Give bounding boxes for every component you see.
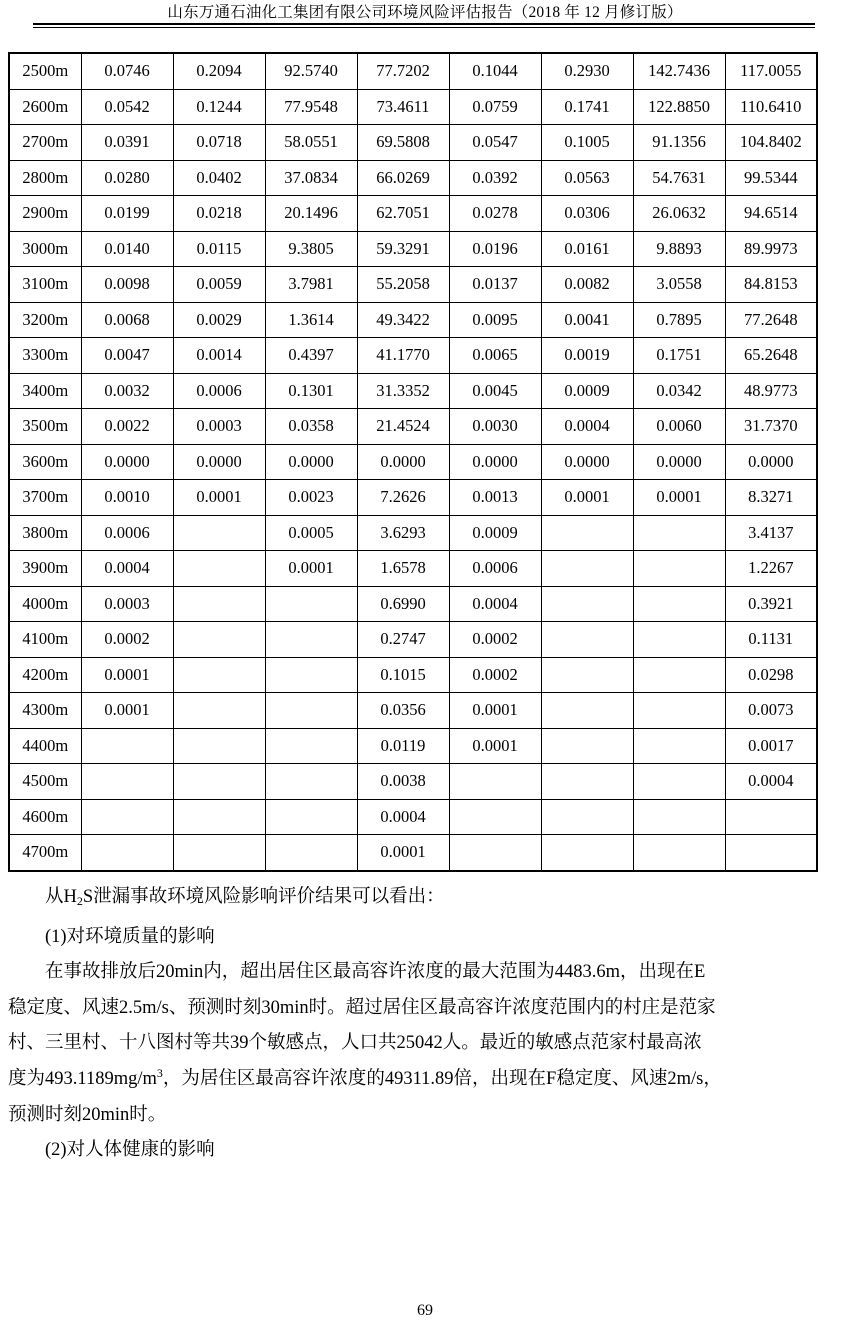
value-cell [265, 799, 357, 835]
value-cell: 117.0055 [725, 53, 817, 89]
value-cell: 0.0746 [81, 53, 173, 89]
value-cell: 0.0004 [81, 551, 173, 587]
value-cell: 0.0391 [81, 125, 173, 161]
value-cell: 0.0006 [81, 515, 173, 551]
value-cell: 0.0019 [541, 338, 633, 374]
value-cell [265, 622, 357, 658]
value-cell [541, 764, 633, 800]
value-cell [633, 835, 725, 871]
value-cell: 73.4611 [357, 89, 449, 125]
value-cell: 0.2094 [173, 53, 265, 89]
value-cell: 110.6410 [725, 89, 817, 125]
value-cell: 0.0001 [541, 480, 633, 516]
value-cell: 0.0014 [173, 338, 265, 374]
value-cell: 0.0041 [541, 302, 633, 338]
value-cell: 0.1244 [173, 89, 265, 125]
value-cell: 58.0551 [265, 125, 357, 161]
value-cell: 0.0004 [357, 799, 449, 835]
value-cell: 0.0000 [725, 444, 817, 480]
intro-subscript: 2 [76, 894, 83, 908]
table-row [9, 799, 817, 835]
value-cell: 0.0000 [449, 444, 541, 480]
value-cell: 0.0402 [173, 160, 265, 196]
distance-cell: 3800m [9, 515, 81, 551]
value-cell: 0.0001 [265, 551, 357, 587]
value-cell: 0.0392 [449, 160, 541, 196]
value-cell: 0.0002 [449, 657, 541, 693]
value-cell [173, 799, 265, 835]
value-cell: 142.7436 [633, 53, 725, 89]
value-cell: 0.2747 [357, 622, 449, 658]
value-cell: 0.0017 [725, 728, 817, 764]
table-body [9, 53, 817, 871]
value-cell: 0.0003 [173, 409, 265, 445]
value-cell [81, 764, 173, 800]
distance-cell: 3700m [9, 480, 81, 516]
value-cell: 0.3921 [725, 586, 817, 622]
distance-cell: 4200m [9, 657, 81, 693]
table-row [9, 622, 817, 658]
value-cell [725, 835, 817, 871]
header-title: 山东万通石油化工集团有限公司环境风险评估报告（2018 年 12 月修订版） [167, 4, 683, 21]
value-cell: 0.0006 [173, 373, 265, 409]
value-cell: 0.0022 [81, 409, 173, 445]
value-cell: 0.0082 [541, 267, 633, 303]
page-header [0, 4, 850, 22]
distance-cell: 4700m [9, 835, 81, 871]
value-cell [633, 622, 725, 658]
value-cell: 1.2267 [725, 551, 817, 587]
header-rule-thin [33, 27, 815, 28]
impact-line-1: 在事故排放后20min内，超出居住区最高容许浓度的最大范围为4483.6m，出现在E [45, 962, 706, 983]
concentration-table [8, 52, 818, 872]
value-cell: 0.0140 [81, 231, 173, 267]
value-cell: 0.0004 [541, 409, 633, 445]
value-cell [265, 657, 357, 693]
distance-cell: 3400m [9, 373, 81, 409]
value-cell: 0.0004 [449, 586, 541, 622]
value-cell: 31.7370 [725, 409, 817, 445]
value-cell: 65.2648 [725, 338, 817, 374]
value-cell: 0.0563 [541, 160, 633, 196]
value-cell: 0.0005 [265, 515, 357, 551]
value-cell: 0.1741 [541, 89, 633, 125]
value-cell [173, 515, 265, 551]
impact-line-4 [8, 1062, 816, 1098]
value-cell [541, 586, 633, 622]
value-cell: 77.2648 [725, 302, 817, 338]
page-number: 69 [417, 1302, 433, 1319]
value-cell: 122.8850 [633, 89, 725, 125]
table-row [9, 338, 817, 374]
value-cell [541, 693, 633, 729]
value-cell: 92.5740 [265, 53, 357, 89]
value-cell: 0.0547 [449, 125, 541, 161]
heading-human-health: (2)对人体健康的影响 [45, 1140, 215, 1161]
distance-cell: 3300m [9, 338, 81, 374]
value-cell: 54.7631 [633, 160, 725, 196]
value-cell: 0.2930 [541, 53, 633, 89]
value-cell: 0.0001 [81, 693, 173, 729]
value-cell [173, 835, 265, 871]
value-cell: 77.9548 [265, 89, 357, 125]
value-cell [173, 586, 265, 622]
value-cell: 0.0278 [449, 196, 541, 232]
value-cell: 0.0059 [173, 267, 265, 303]
value-cell [81, 799, 173, 835]
value-cell [173, 764, 265, 800]
value-cell: 0.0065 [449, 338, 541, 374]
table-row [9, 764, 817, 800]
value-cell [81, 835, 173, 871]
value-cell: 41.1770 [357, 338, 449, 374]
value-cell: 84.8153 [725, 267, 817, 303]
table-row [9, 302, 817, 338]
value-cell [173, 657, 265, 693]
table-row [9, 89, 817, 125]
value-cell: 0.0068 [81, 302, 173, 338]
value-cell [173, 622, 265, 658]
table-row [9, 657, 817, 693]
heading-environment-quality: (1)对环境质量的影响 [45, 926, 215, 947]
value-cell [633, 764, 725, 800]
value-cell: 0.0030 [449, 409, 541, 445]
table-row [9, 53, 817, 89]
value-cell: 48.9773 [725, 373, 817, 409]
intro-text-b: S泄漏事故环境风险影响评价结果可以看出： [82, 887, 445, 907]
value-cell: 0.0218 [173, 196, 265, 232]
value-cell: 0.0045 [449, 373, 541, 409]
table-row [9, 444, 817, 480]
intro-paragraph [8, 880, 816, 920]
value-cell: 1.3614 [265, 302, 357, 338]
value-cell [633, 515, 725, 551]
value-cell: 0.0280 [81, 160, 173, 196]
value-cell: 77.7202 [357, 53, 449, 89]
table-row [9, 373, 817, 409]
value-cell: 0.0001 [81, 657, 173, 693]
distance-cell: 3100m [9, 267, 81, 303]
value-cell: 0.0137 [449, 267, 541, 303]
value-cell [541, 728, 633, 764]
table-row [9, 231, 817, 267]
value-cell: 0.1131 [725, 622, 817, 658]
value-cell: 0.0095 [449, 302, 541, 338]
value-cell [633, 586, 725, 622]
value-cell: 69.5808 [357, 125, 449, 161]
table-row [9, 515, 817, 551]
value-cell [541, 835, 633, 871]
impact-line-2: 稳定度、风速2.5m/s、预测时刻30min时。超过居住区最高容许浓度范围内的村庄是范家 [8, 997, 716, 1018]
value-cell [265, 764, 357, 800]
table-row [9, 693, 817, 729]
value-cell: 0.7895 [633, 302, 725, 338]
value-cell: 21.4524 [357, 409, 449, 445]
impact-line-4-sup: 3 [156, 1065, 163, 1080]
value-cell: 3.0558 [633, 267, 725, 303]
distance-cell: 3600m [9, 444, 81, 480]
value-cell: 9.3805 [265, 231, 357, 267]
value-cell: 91.1356 [633, 125, 725, 161]
distance-cell: 3000m [9, 231, 81, 267]
value-cell [633, 657, 725, 693]
value-cell [173, 728, 265, 764]
impact-line-3: 村、三里村、十八图村等共39个敏感点，人口共25042人。最近的敏感点范家村最高浓 [8, 1033, 702, 1054]
value-cell: 0.0006 [449, 551, 541, 587]
value-cell: 66.0269 [357, 160, 449, 196]
value-cell: 0.0306 [541, 196, 633, 232]
value-cell [633, 551, 725, 587]
value-cell: 99.5344 [725, 160, 817, 196]
value-cell [449, 764, 541, 800]
value-cell: 1.6578 [357, 551, 449, 587]
value-cell: 0.0009 [449, 515, 541, 551]
value-cell: 49.3422 [357, 302, 449, 338]
value-cell: 0.0298 [725, 657, 817, 693]
table-row [9, 125, 817, 161]
value-cell: 0.0001 [449, 693, 541, 729]
table-row [9, 196, 817, 232]
value-cell: 0.0119 [357, 728, 449, 764]
value-cell [633, 799, 725, 835]
value-cell: 59.3291 [357, 231, 449, 267]
value-cell: 0.0098 [81, 267, 173, 303]
value-cell: 0.0001 [173, 480, 265, 516]
distance-cell: 2600m [9, 89, 81, 125]
value-cell [541, 551, 633, 587]
value-cell: 0.0001 [633, 480, 725, 516]
value-cell: 89.9973 [725, 231, 817, 267]
distance-cell: 4600m [9, 799, 81, 835]
value-cell [265, 693, 357, 729]
table-row [9, 160, 817, 196]
distance-cell: 2500m [9, 53, 81, 89]
distance-cell: 2800m [9, 160, 81, 196]
header-rule-thick [33, 23, 815, 25]
value-cell: 0.0000 [541, 444, 633, 480]
value-cell: 0.1301 [265, 373, 357, 409]
body-text [8, 880, 816, 1169]
distance-cell: 4100m [9, 622, 81, 658]
impact-line-4-a: 度为493.1189mg/m [8, 1068, 157, 1089]
distance-cell: 2900m [9, 196, 81, 232]
value-cell: 0.0000 [81, 444, 173, 480]
value-cell: 0.0010 [81, 480, 173, 516]
value-cell: 7.2626 [357, 480, 449, 516]
value-cell: 0.0000 [357, 444, 449, 480]
value-cell: 0.0115 [173, 231, 265, 267]
value-cell [541, 622, 633, 658]
value-cell: 0.0047 [81, 338, 173, 374]
value-cell: 0.0000 [173, 444, 265, 480]
value-cell: 0.0073 [725, 693, 817, 729]
value-cell [541, 799, 633, 835]
distance-cell: 3500m [9, 409, 81, 445]
distance-cell: 2700m [9, 125, 81, 161]
value-cell: 0.0718 [173, 125, 265, 161]
value-cell [265, 586, 357, 622]
value-cell [265, 835, 357, 871]
value-cell: 20.1496 [265, 196, 357, 232]
value-cell [725, 799, 817, 835]
value-cell: 8.3271 [725, 480, 817, 516]
value-cell [541, 657, 633, 693]
value-cell: 0.0000 [633, 444, 725, 480]
value-cell [265, 728, 357, 764]
value-cell [633, 728, 725, 764]
table-row [9, 409, 817, 445]
table-row [9, 551, 817, 587]
value-cell: 31.3352 [357, 373, 449, 409]
value-cell: 0.0038 [357, 764, 449, 800]
impact-line-5: 预测时刻20min时。 [8, 1104, 167, 1125]
value-cell: 0.0004 [725, 764, 817, 800]
distance-cell: 4500m [9, 764, 81, 800]
value-cell: 0.0542 [81, 89, 173, 125]
table-row [9, 267, 817, 303]
table-row [9, 586, 817, 622]
value-cell: 3.4137 [725, 515, 817, 551]
value-cell [541, 515, 633, 551]
value-cell: 0.0002 [81, 622, 173, 658]
intro-text-a: 从H [45, 887, 77, 907]
value-cell [449, 835, 541, 871]
value-cell: 0.0009 [541, 373, 633, 409]
value-cell: 0.0196 [449, 231, 541, 267]
value-cell: 26.0632 [633, 196, 725, 232]
impact-paragraph [8, 955, 816, 1133]
distance-cell: 3900m [9, 551, 81, 587]
value-cell: 0.4397 [265, 338, 357, 374]
distance-cell: 4000m [9, 586, 81, 622]
value-cell [173, 551, 265, 587]
distance-cell: 4400m [9, 728, 81, 764]
value-cell: 0.1751 [633, 338, 725, 374]
value-cell: 0.0003 [81, 586, 173, 622]
value-cell: 0.0013 [449, 480, 541, 516]
value-cell [81, 728, 173, 764]
value-cell: 0.0161 [541, 231, 633, 267]
value-cell: 0.1015 [357, 657, 449, 693]
value-cell: 0.0002 [449, 622, 541, 658]
value-cell: 0.1005 [541, 125, 633, 161]
value-cell: 0.0032 [81, 373, 173, 409]
value-cell: 37.0834 [265, 160, 357, 196]
value-cell: 62.7051 [357, 196, 449, 232]
value-cell: 0.6990 [357, 586, 449, 622]
value-cell: 55.2058 [357, 267, 449, 303]
value-cell [173, 693, 265, 729]
value-cell: 3.6293 [357, 515, 449, 551]
value-cell: 104.8402 [725, 125, 817, 161]
distance-cell: 4300m [9, 693, 81, 729]
value-cell: 0.0001 [357, 835, 449, 871]
value-cell [449, 799, 541, 835]
value-cell: 3.7981 [265, 267, 357, 303]
value-cell: 0.0356 [357, 693, 449, 729]
value-cell: 0.0001 [449, 728, 541, 764]
table-row [9, 835, 817, 871]
value-cell: 0.0060 [633, 409, 725, 445]
impact-line-4-b: ，为居住区最高容许浓度的49311.89倍，出现在F稳定度、风速2m/s， [162, 1068, 722, 1089]
distance-cell: 3200m [9, 302, 81, 338]
value-cell: 0.0023 [265, 480, 357, 516]
value-cell: 0.0029 [173, 302, 265, 338]
value-cell: 0.0358 [265, 409, 357, 445]
value-cell: 0.0342 [633, 373, 725, 409]
value-cell: 0.1044 [449, 53, 541, 89]
value-cell: 0.0199 [81, 196, 173, 232]
table-row [9, 480, 817, 516]
value-cell [633, 693, 725, 729]
table-row [9, 728, 817, 764]
value-cell: 0.0000 [265, 444, 357, 480]
value-cell: 0.0759 [449, 89, 541, 125]
value-cell: 9.8893 [633, 231, 725, 267]
value-cell: 94.6514 [725, 196, 817, 232]
